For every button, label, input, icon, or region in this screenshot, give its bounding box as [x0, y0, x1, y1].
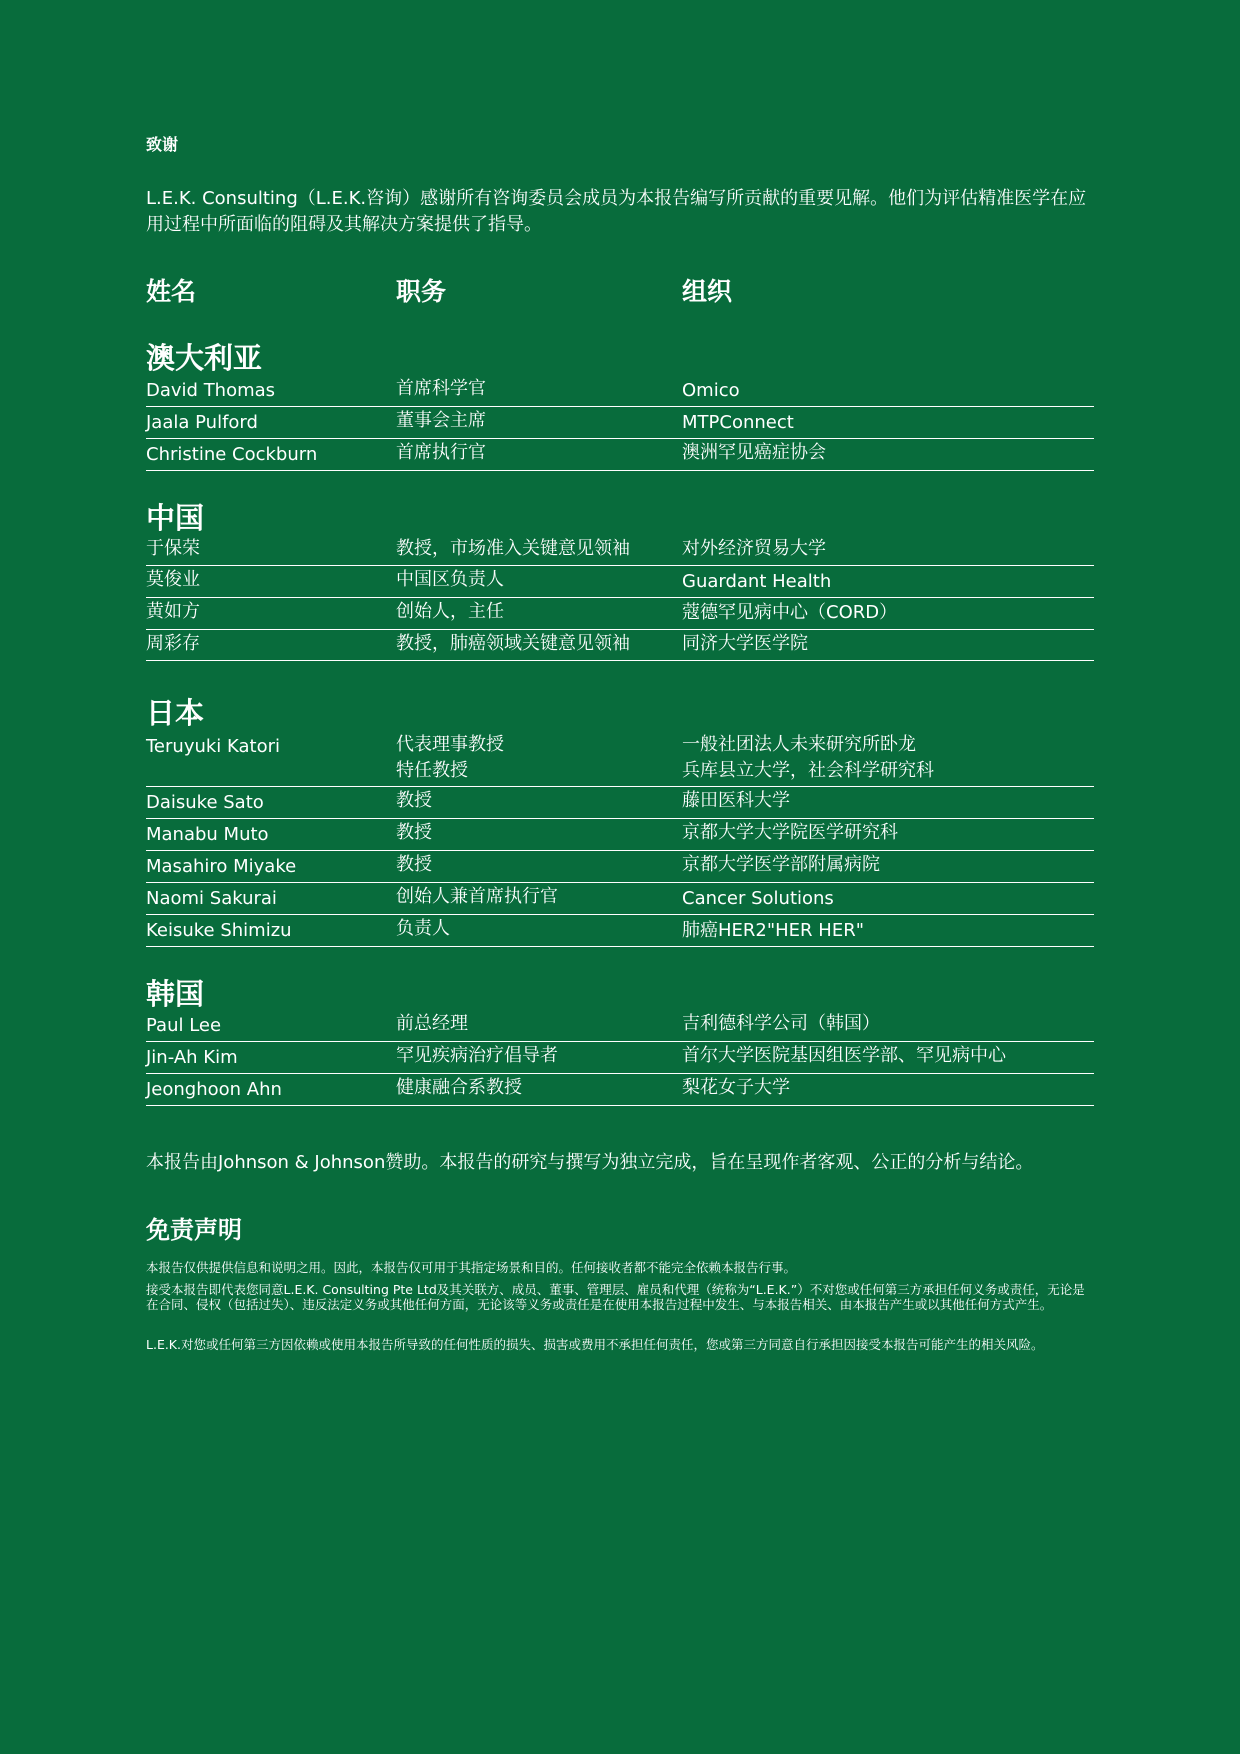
- member-name: Christine Cockburn: [146, 444, 318, 465]
- member-name: David Thomas: [146, 380, 276, 401]
- table-row: [146, 598, 1094, 630]
- table-row: [146, 1074, 1094, 1106]
- member-role-group: [396, 732, 504, 784]
- member-role: 健康融合系教授: [396, 1077, 522, 1098]
- column-header-org: 组织: [682, 277, 733, 306]
- member-name: 莫俊业: [146, 569, 200, 590]
- table-row: [146, 407, 1094, 439]
- member-name: Paul Lee: [146, 1015, 222, 1036]
- member-name: Manabu Muto: [146, 824, 269, 845]
- section-title-australia: 澳大利亚: [146, 341, 263, 375]
- member-name: Keisuke Shimizu: [146, 920, 292, 941]
- member-org: 蔻德罕见病中心（CORD）: [682, 602, 898, 623]
- table-row: [146, 883, 1094, 915]
- member-role: 教授: [396, 790, 432, 811]
- table-row: [146, 566, 1094, 598]
- member-name: Jeonghoon Ahn: [146, 1079, 282, 1100]
- member-org: Guardant Health: [682, 571, 832, 592]
- disclaimer-paragraph: L.E.K.对您或任何第三方因依赖或使用本报告所导致的任何性质的损失、损害或费用不承担任何责任，您或第三方同意自行承担因接受本报告可能产生的相关风险。: [146, 1337, 1044, 1352]
- member-org: Cancer Solutions: [682, 888, 834, 909]
- table-row: [146, 819, 1094, 851]
- table-row: [146, 787, 1094, 819]
- table-china: [146, 535, 1094, 661]
- member-org: 首尔大学医院基因组医学部、罕见病中心: [682, 1045, 1006, 1066]
- table-row: [146, 535, 1094, 566]
- member-role: 教授，肺癌领域关键意见领袖: [396, 633, 630, 654]
- sponsor-statement: 本报告由Johnson & Johnson赞助。本报告的研究与撰写为独立完成，旨在呈现作者客观、公正的分析与结论。: [146, 1152, 1034, 1173]
- table-australia: [146, 376, 1094, 471]
- member-org: 对外经济贸易大学: [682, 538, 826, 559]
- section-title-china: 中国: [146, 501, 205, 535]
- table-row: [146, 439, 1094, 471]
- column-header-name: 姓名: [146, 277, 197, 306]
- member-role: 创始人，主任: [396, 601, 504, 622]
- member-name: 周彩存: [146, 633, 200, 654]
- table-row: [146, 1042, 1094, 1074]
- member-org: MTPConnect: [682, 412, 794, 433]
- member-org: 梨花女子大学: [682, 1077, 790, 1098]
- disclaimer-paragraph: 接受本报告即代表您同意L.E.K. Consulting Pte Ltd及其关联方、成员、董事、管理层、雇员和代理（统称为“L.E.K.”）不对您或任何第三方承担任何义务或责任，无论是在合同、侵权（包括过失）、违反法定义务或其他任何方面，无论该等义务或责任是在使用本报告过程中发生、与本报告相关、由本报告产生或以其他任何方式产生。: [146, 1282, 1085, 1312]
- member-role: 教授: [396, 822, 432, 843]
- member-role: 前总经理: [396, 1013, 468, 1034]
- table-row: [146, 376, 1094, 407]
- table-korea: [146, 1011, 1094, 1106]
- member-org: 京都大学医学部附属病院: [682, 854, 880, 875]
- member-role: 中国区负责人: [396, 569, 504, 590]
- member-name: 黄如方: [146, 601, 200, 622]
- member-role: 首席科学官: [396, 378, 486, 399]
- column-header-role: 职务: [396, 277, 447, 306]
- intro-paragraph: L.E.K. Consulting（L.E.K.咨询）感谢所有咨询委员会成员为本报告编写所贡献的重要见解。他们为评估精准医学在应用过程中所面临的阻碍及其解决方案提供了指导。: [146, 188, 1087, 235]
- member-name: Jin-Ah Kim: [146, 1047, 238, 1068]
- member-role: 教授: [396, 854, 432, 875]
- member-role: 罕见疾病治疗倡导者: [396, 1045, 558, 1066]
- member-role: 教授，市场准入关键意见领袖: [396, 538, 630, 559]
- member-name: Masahiro Miyake: [146, 856, 297, 877]
- member-org: 肺癌HER2"HER HER": [682, 920, 864, 941]
- member-org-group: [682, 732, 934, 784]
- member-org: 藤田医科大学: [682, 790, 790, 811]
- member-org: 同济大学医学院: [682, 633, 808, 654]
- member-name: Teruyuki Katori: [146, 736, 281, 757]
- member-org: Omico: [682, 380, 740, 401]
- disclaimer-title: 免责声明: [146, 1216, 242, 1244]
- member-role: 负责人: [396, 918, 450, 939]
- member-org: 澳洲罕见癌症协会: [682, 442, 826, 463]
- member-org: 京都大学大学院医学研究科: [682, 822, 898, 843]
- member-role-secondary: 特任教授: [396, 760, 468, 781]
- section-title-korea: 韩国: [146, 977, 205, 1011]
- acknowledgements-title: 致谢: [146, 135, 179, 154]
- table-row: [146, 731, 1094, 787]
- table-row: [146, 851, 1094, 883]
- table-japan: [146, 731, 1094, 947]
- table-row: [146, 630, 1094, 661]
- disclaimer-paragraph: 本报告仅供提供信息和说明之用。因此，本报告仅可用于其指定场景和目的。任何接收者都不能完全依赖本报告行事。: [146, 1260, 797, 1275]
- member-org: 吉利德科学公司（韩国）: [682, 1013, 880, 1034]
- member-role: 代表理事教授: [396, 734, 504, 755]
- member-name: Daisuke Sato: [146, 792, 264, 813]
- section-title-japan: 日本: [146, 696, 205, 730]
- member-org: 一般社团法人未来研究所卧龙: [682, 734, 916, 755]
- member-role: 创始人兼首席执行官: [396, 886, 558, 907]
- member-name: Naomi Sakurai: [146, 888, 277, 909]
- member-name: 于保荣: [146, 538, 200, 559]
- member-role: 董事会主席: [396, 410, 486, 431]
- member-name: Jaala Pulford: [146, 412, 258, 433]
- member-org-secondary: 兵库县立大学，社会科学研究科: [682, 760, 934, 781]
- table-row: [146, 1011, 1094, 1042]
- table-row: [146, 915, 1094, 947]
- member-role: 首席执行官: [396, 442, 486, 463]
